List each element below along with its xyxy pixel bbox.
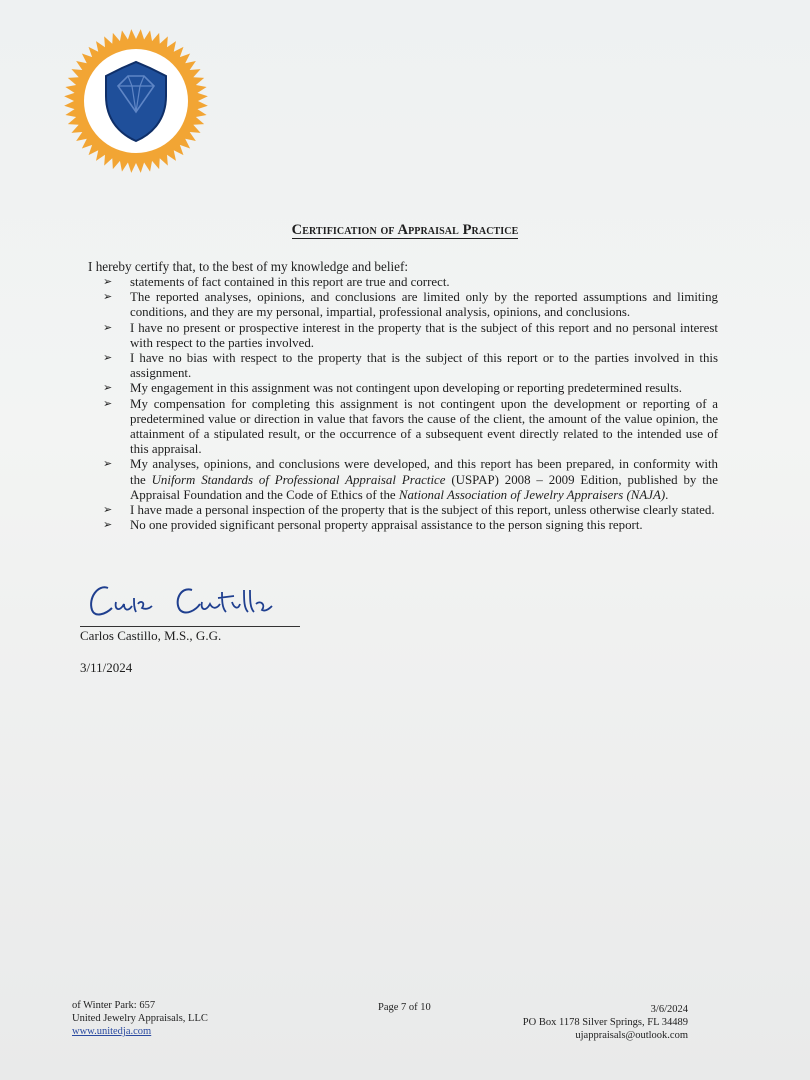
signature-line — [80, 626, 300, 627]
signature-date: 3/11/2024 — [80, 660, 133, 675]
list-item: ➢ I have no present or prospective interest in the property that is the subject of this report and no personal interest with respect to the parties involved. — [103, 320, 718, 350]
arrow-bullet-icon: ➢ — [103, 519, 113, 532]
arrow-bullet-icon: ➢ — [103, 504, 113, 517]
handwritten-signature — [80, 568, 300, 626]
arrow-bullet-icon: ➢ — [103, 291, 113, 304]
footer-left — [72, 999, 208, 1038]
list-item: ➢ The reported analyses, opinions, and conclusions are limited only by the reported assumptions and limiting conditions, and they are my personal, impartial, professional analysis, opinions, and conclusions. — [103, 290, 718, 320]
footer-location: of Winter Park: 657 — [72, 1000, 156, 1011]
footer-company: United Jewelry Appraisals, LLC — [72, 1013, 208, 1024]
list-item: ➢ My analyses, opinions, and conclusions were developed, and this report has been prepared, in conformity with the Uniform Standards of Professional Appraisal Practice (USPAP) 2008 – 2009 Edition, published by the Appraisal Foundation and the Code of Ethics of the National Association of Jewelry Appraisers (NAJA). — [103, 457, 718, 502]
arrow-bullet-icon: ➢ — [103, 352, 113, 365]
arrow-bullet-icon: ➢ — [103, 397, 113, 410]
list-item: ➢ My engagement in this assignment was not contingent upon developing or reporting predetermined results. — [103, 381, 683, 396]
list-item: ➢ I have made a personal inspection of the property that is the subject of this report, unless otherwise clearly stated. — [103, 503, 715, 518]
footer-email: ujappraisals@outlook.com — [575, 1030, 688, 1041]
footer-right — [523, 1003, 688, 1042]
arrow-bullet-icon: ➢ — [103, 276, 113, 288]
certification-intro: I hereby certify that, to the best of my knowledge and belief: — [88, 259, 409, 274]
statement-list — [103, 275, 718, 533]
footer-website-link[interactable]: www.unitedja.com — [72, 1026, 152, 1037]
list-item: ➢ statements of fact contained in this report are true and correct. — [103, 275, 450, 289]
document-title: Certification of Appraisal Practice — [291, 222, 519, 238]
arrow-bullet-icon: ➢ — [103, 321, 113, 334]
list-item: ➢ I have no bias with respect to the property that is the subject of this report or to the parties involved in this assignment. — [103, 351, 718, 381]
list-item: ➢ My compensation for completing this assignment is not contingent upon the development or reporting of a predetermined value or direction in value that favors the cause of the client, the amount of the value opinion, the attainment of a stipulated result, or the occurrence of a subsequent event directly related to the intended use of this appraisal. — [103, 396, 718, 457]
arrow-bullet-icon: ➢ — [103, 458, 113, 471]
page-number: Page 7 of 10 — [378, 1002, 431, 1013]
list-item: ➢ No one provided significant personal property appraisal assistance to the person signing this report. — [103, 518, 643, 533]
arrow-bullet-icon: ➢ — [103, 382, 113, 395]
signer-name: Carlos Castillo, M.S., G.G. — [80, 628, 222, 643]
footer-date: 3/6/2024 — [650, 1004, 688, 1015]
seal-logo — [60, 28, 212, 174]
footer-address: PO Box 1178 Silver Springs, FL 34489 — [522, 1017, 688, 1028]
